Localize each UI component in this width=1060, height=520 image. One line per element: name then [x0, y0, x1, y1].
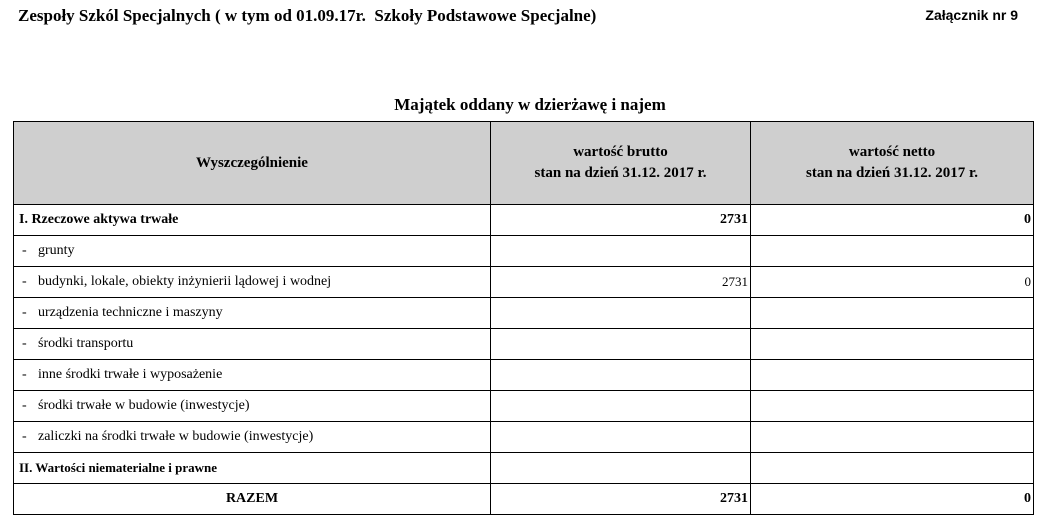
table-row — [14, 298, 1034, 329]
row-label: grunty — [38, 243, 75, 258]
total-row — [14, 484, 1034, 515]
table-row — [14, 391, 1034, 422]
bullet-dash: - — [22, 336, 27, 351]
row-label: środki transportu — [38, 336, 134, 351]
bullet-dash: - — [22, 243, 27, 258]
table-row — [14, 422, 1034, 453]
row-label-cell — [14, 329, 491, 360]
table-row — [14, 329, 1034, 360]
gross-value-date: stan na dzień 31.12. 2017 r. — [534, 165, 707, 181]
row-label: środki trwałe w budowie (inwestycje) — [38, 398, 250, 413]
gross-value-label: wartość brutto — [573, 144, 668, 160]
row-label-cell — [14, 298, 491, 329]
gross-value-cell: 2731 — [491, 205, 751, 236]
gross-value-cell — [491, 360, 751, 391]
document-header-title: Zespoły Szkól Specjalnych ( w tym od 01.09.17r. Szkoły Podstawowe Specjalne) — [18, 6, 597, 25]
net-value-cell — [751, 360, 1034, 391]
table-row — [14, 236, 1034, 267]
bullet-dash: - — [22, 274, 27, 289]
table-title: Majątek oddany w dzierżawę i najem — [394, 95, 666, 114]
column-header-net-value — [751, 122, 1034, 205]
net-value-cell: 0 — [751, 205, 1034, 236]
row-label: II. Wartości niematerialne i prawne — [14, 453, 491, 484]
net-value-cell — [751, 422, 1034, 453]
row-label: inne środki trwałe i wyposażenie — [38, 367, 223, 382]
row-label-cell — [14, 422, 491, 453]
row-label: I. Rzeczowe aktywa trwałe — [14, 205, 491, 236]
row-label: zaliczki na środki trwałe w budowie (inwestycje) — [38, 429, 314, 444]
gross-value-cell — [491, 453, 751, 484]
total-gross-value: 2731 — [491, 484, 751, 515]
table-header-row — [14, 122, 1034, 205]
net-value-label: wartość netto — [848, 144, 936, 160]
column-header-gross-value — [491, 122, 751, 205]
row-label: budynki, lokale, obiekty inżynierii lądowej i wodnej — [38, 274, 332, 289]
net-value-cell: 0 — [751, 267, 1034, 298]
net-value-cell — [751, 236, 1034, 267]
row-label-cell — [14, 360, 491, 391]
column-header-description — [14, 122, 491, 205]
bullet-dash: - — [22, 398, 27, 413]
row-label-cell — [14, 236, 491, 267]
net-value-cell — [751, 298, 1034, 329]
bullet-dash: - — [22, 429, 27, 444]
gross-value-cell — [491, 329, 751, 360]
appendix-label: Załącznik nr 9 — [925, 7, 1018, 23]
table-row — [14, 205, 1034, 236]
net-value-date: stan na dzień 31.12. 2017 r. — [806, 165, 978, 181]
total-label: RAZEM — [14, 484, 491, 515]
row-label-cell — [14, 267, 491, 298]
asset-table — [13, 121, 1034, 515]
column-header-description-label: Wyszczególnienie — [196, 154, 308, 171]
bullet-dash: - — [22, 305, 27, 320]
total-net-value: 0 — [751, 484, 1034, 515]
table-row — [14, 360, 1034, 391]
table-row — [14, 267, 1034, 298]
row-label: urządzenia techniczne i maszyny — [38, 305, 223, 320]
gross-value-cell: 2731 — [491, 267, 751, 298]
table-row — [14, 453, 1034, 484]
bullet-dash: - — [22, 367, 27, 382]
gross-value-cell — [491, 298, 751, 329]
row-label-cell — [14, 391, 491, 422]
net-value-cell — [751, 329, 1034, 360]
gross-value-cell — [491, 391, 751, 422]
gross-value-cell — [491, 236, 751, 267]
net-value-cell — [751, 391, 1034, 422]
net-value-cell — [751, 453, 1034, 484]
gross-value-cell — [491, 422, 751, 453]
